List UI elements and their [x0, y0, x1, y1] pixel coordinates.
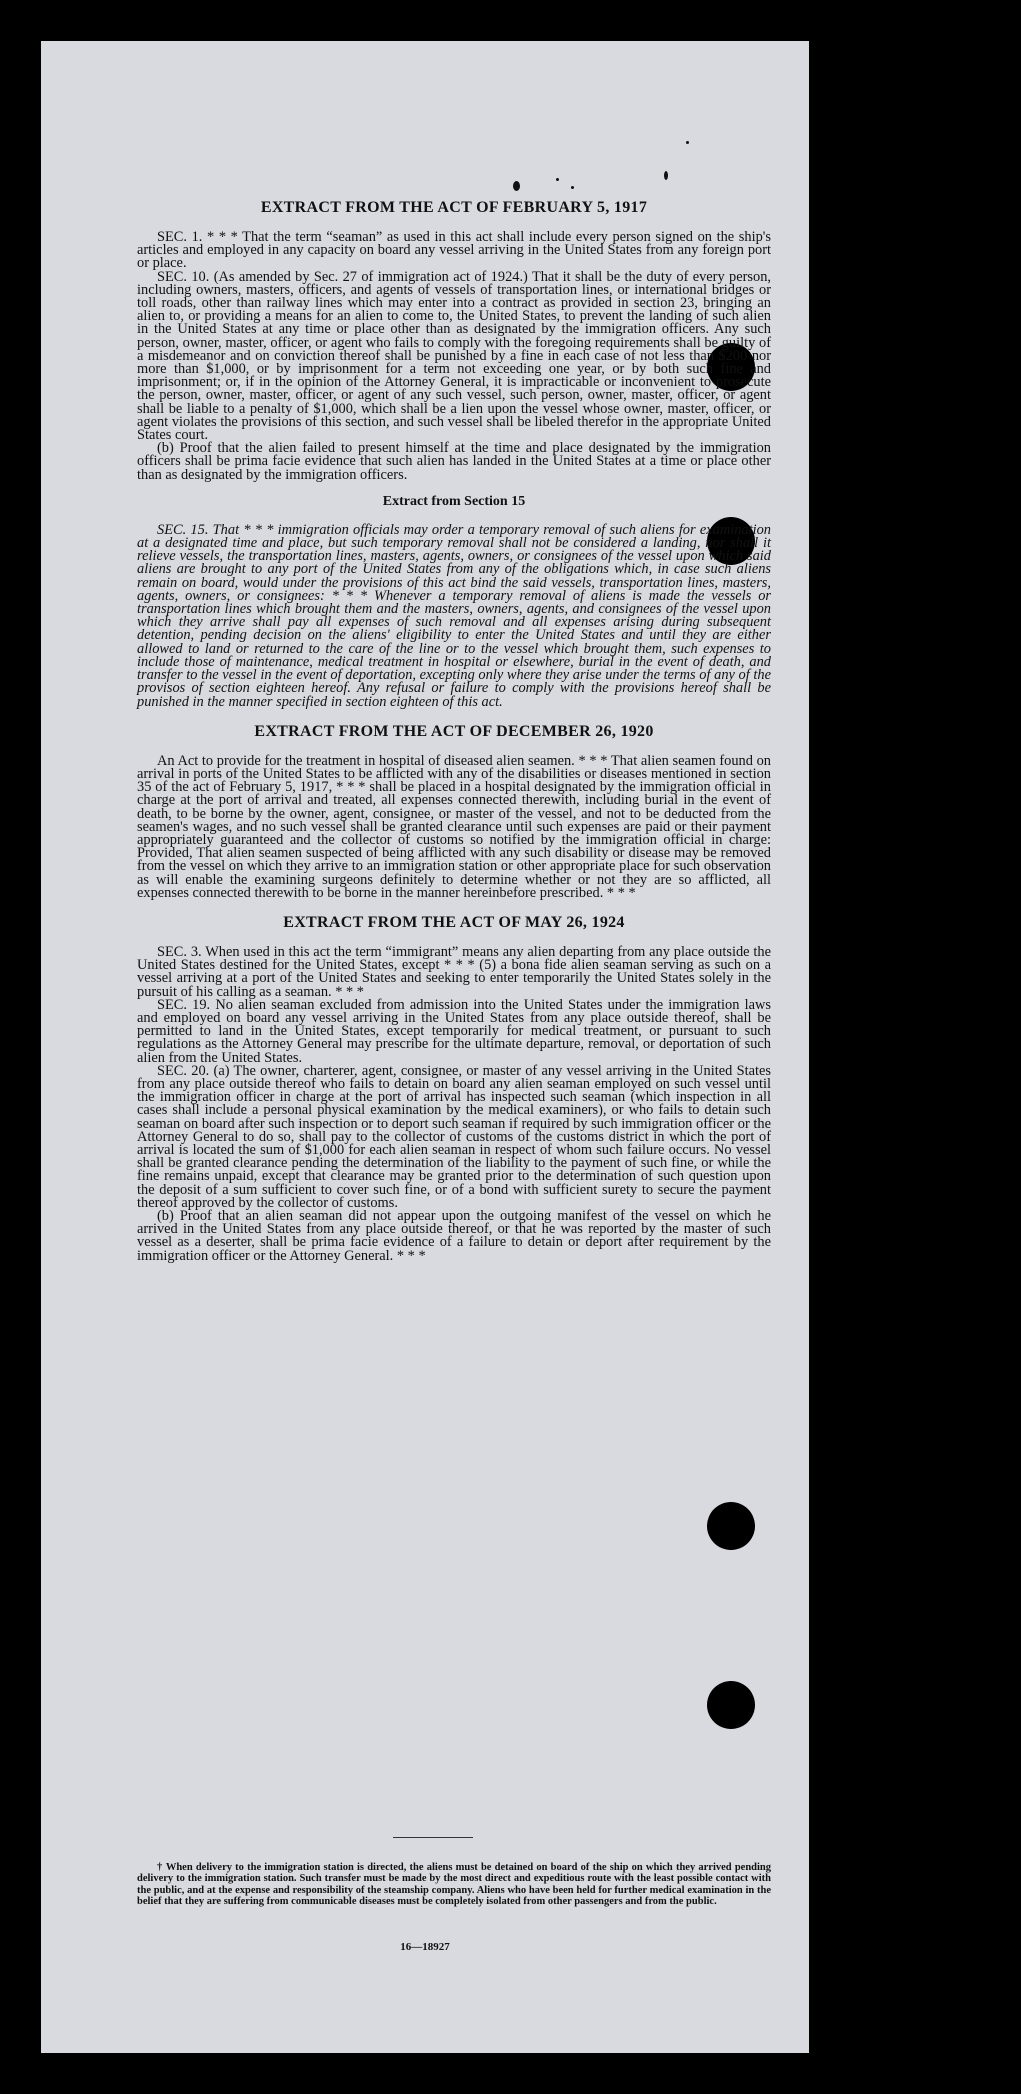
paragraph: An Act to provide for the treatment in hospital of diseased alien seamen. * * * That alien seamen found on arrival in ports of the United States to be afflicted with any of the disabilities or diseases mentioned in section 35 of the act of February 5, 1917, * * * shall be placed in a hospital designated by the immigration official in charge at the port of arrival and treated, all expenses connected therewith, including burial in the event of death, to be borne by the owner, agent, consignee, or master of the vessel, and not to be deducted from the seamen's wages, and no such vessel shall be granted clearance until such expenses are paid or their payment appropriately guaranteed and the collector of customs so notified by the immigration official in charge: Provided, That alien seamen suspected of being afflicted with any such disability or disease may be removed from the vessel on which they arrive to an immigration station or other appropriate place for such observation as will enable the examining surgeons definitely to determine whether or not they are so afflicted, all expenses connected therewith to be borne in the manner hereinbefore prescribed. * * *: [137, 752, 771, 901]
section-heading: EXTRACT FROM THE ACT OF MAY 26, 1924: [283, 913, 625, 931]
section-heading: EXTRACT FROM THE ACT OF FEBRUARY 5, 1917: [260, 199, 648, 216]
punch-hole: [707, 1681, 755, 1729]
document-body: [137, 199, 771, 1263]
paragraph: (b) Proof that an alien seaman did not appear upon the outgoing manifest of the vessel on which he arrived in the United States from any place outside thereof, or that he was reported by the master of such vessel as a deserter, shall be prima facie evidence of a failure to detain or deport after requirement by the immigration officer or the Attorney General. * * *: [137, 1208, 771, 1264]
punch-hole: [707, 1502, 755, 1550]
section-subheading: Extract from Section 15: [382, 493, 526, 509]
section-heading: EXTRACT FROM THE ACT OF DECEMBER 26, 1920: [254, 722, 654, 740]
ink-speck: [664, 171, 668, 180]
footnote: † When delivery to the immigration station is directed, the aliens must be detained on board of the ship on which they arrived pending delivery to the immigration station. Such transfer must be made by the most direct and expeditious route with the least possible contact with the public, and at the expense and responsibility of the steamship company. Aliens who have been held for further medical examination in the belief that they are suffering from communicable diseases must be completely isolated from other passengers and from the public.: [137, 1861, 771, 1908]
paragraph: SEC. 19. No alien seaman excluded from admission into the United States under the immigration laws and employed on board any vessel arriving in the United States from any place outside thereof, shall be permitted to land in the United States, except temporarily for medical treatment, or pursuant to such regulations as the Attorney General may prescribe for the ultimate departure, removal, or deportation of such alien from the United States.: [137, 996, 771, 1066]
paragraph: SEC. 3. When used in this act the term “immigrant” means any alien departing from any place outside the United States destined for the United States, except * * * (5) a bona fide alien seaman serving as such on a vessel arriving at a port of the United States and seeking to enter temporarily the United States solely in the pursuit of his calling as a seaman. * * *: [137, 943, 771, 1000]
form-number: 16—18927: [400, 1941, 450, 1953]
document-page: [41, 41, 809, 2053]
paragraph: SEC. 20. (a) The owner, charterer, agent, consignee, or master of any vessel arriving in the United States from any place outside thereof who fails to detain on board any alien seaman employed on such vessel until the immigration officer in charge at the port of arrival has inspected such seaman (which inspection in all cases shall include a personal physical examination by the medical examiners), or who fails to detain such seaman on board after such inspection or to deport such seaman if required by such immigration officer or the Attorney General to do so, shall pay to the collector of customs of the customs district in which the port of arrival is located the sum of $1,000 for each alien seaman in respect of whom such failure occurs. No vessel shall be granted clearance pending the determination of the liability to the payment of such fine, or while the fine remains unpaid, except that clearance may be granted prior to the determination of such question upon the deposit of a sum sufficient to cover such fine, or of a bond with sufficient surety to secure the payment thereof approved by the collector of customs.: [137, 1062, 771, 1211]
paragraph: SEC. 10. (As amended by Sec. 27 of immigration act of 1924.) That it shall be the duty of every person, including owners, masters, officers, and agents of vessels of transportation lines, or international bridges or toll roads, other than railway lines which may enter into a contract as provided in section 23, bringing an alien to, or providing a means for an alien to come to, the United States, to prevent the landing of such alien in the United States at any time or place other than as designated by the immigration officers. Any such person, owner, master, officer, or agent who fails to comply with the foregoing requirements shall be guilty of a misdemeanor and on conviction thereof shall be punished by a fine in each case of not less than $200 nor more than $1,000, or by imprisonment for a term not exceeding one year, or by both such fine and imprisonment; or, if in the opinion of the Attorney General, it is impracticable or inconvenient to prosecute the person, owner, master, officer, or agent of any such vessel, such person, owner, master, officer, or agent shall be liable to a penalty of $1,000, which shall be a lien upon the vessel whose owner, master, officer, or agent violates the provisions of this section, and such vessel shall be libeled therefor in the appropriate United States court.: [137, 268, 771, 444]
paragraph: SEC. 1. * * * That the term “seaman” as used in this act shall include every person signed on the ship's articles and employed in any capacity on board any vessel arriving in the United States from any foreign port or place.: [137, 229, 771, 272]
ink-speck: [556, 178, 559, 181]
ink-speck: [513, 181, 520, 191]
footnote-rule: [393, 1837, 473, 1838]
ink-speck: [571, 186, 574, 189]
paragraph: SEC. 15. That * * * immigration officials may order a temporary removal of such aliens for examination at a designated time and place, but such temporary removal shall not be considered a landing, nor shall it relieve vessels, the transportation lines, masters, agents, owners, or consignees of the vessel upon which said aliens are brought to any port of the United States from any of the obligations which, in case such aliens remain on board, would under the provisions of this act bind the said vessels, transportation lines, masters, agents, owners, or consignees: * * * Whenever a temporary removal of aliens is made the vessels or transportation lines which brought them and the masters, owners, agents, and consignees of the vessel upon which they arrive shall pay all expenses of such removal and all expenses arising during subsequent detention, pending decision on the aliens' eligibility to enter the United States and until they are either allowed to land or returned to the care of the line or to the vessel which brought them, such expenses to include those of maintenance, medical treatment in hospital or elsewhere, burial in the event of death, and transfer to the vessel in the event of deportation, excepting only where they arise under the terms of any of the provisos of section eighteen hereof. Any refusal or failure to comply with the provisions hereof shall be punished in the manner specified in section eighteen of this act.: [137, 521, 771, 710]
ink-speck: [686, 141, 689, 144]
paragraph: (b) Proof that the alien failed to present himself at the time and place designated by the immigration officers shall be prima facie evidence that such alien has landed in the United States at a time or place other than as designated by the immigration officers.: [137, 440, 771, 483]
